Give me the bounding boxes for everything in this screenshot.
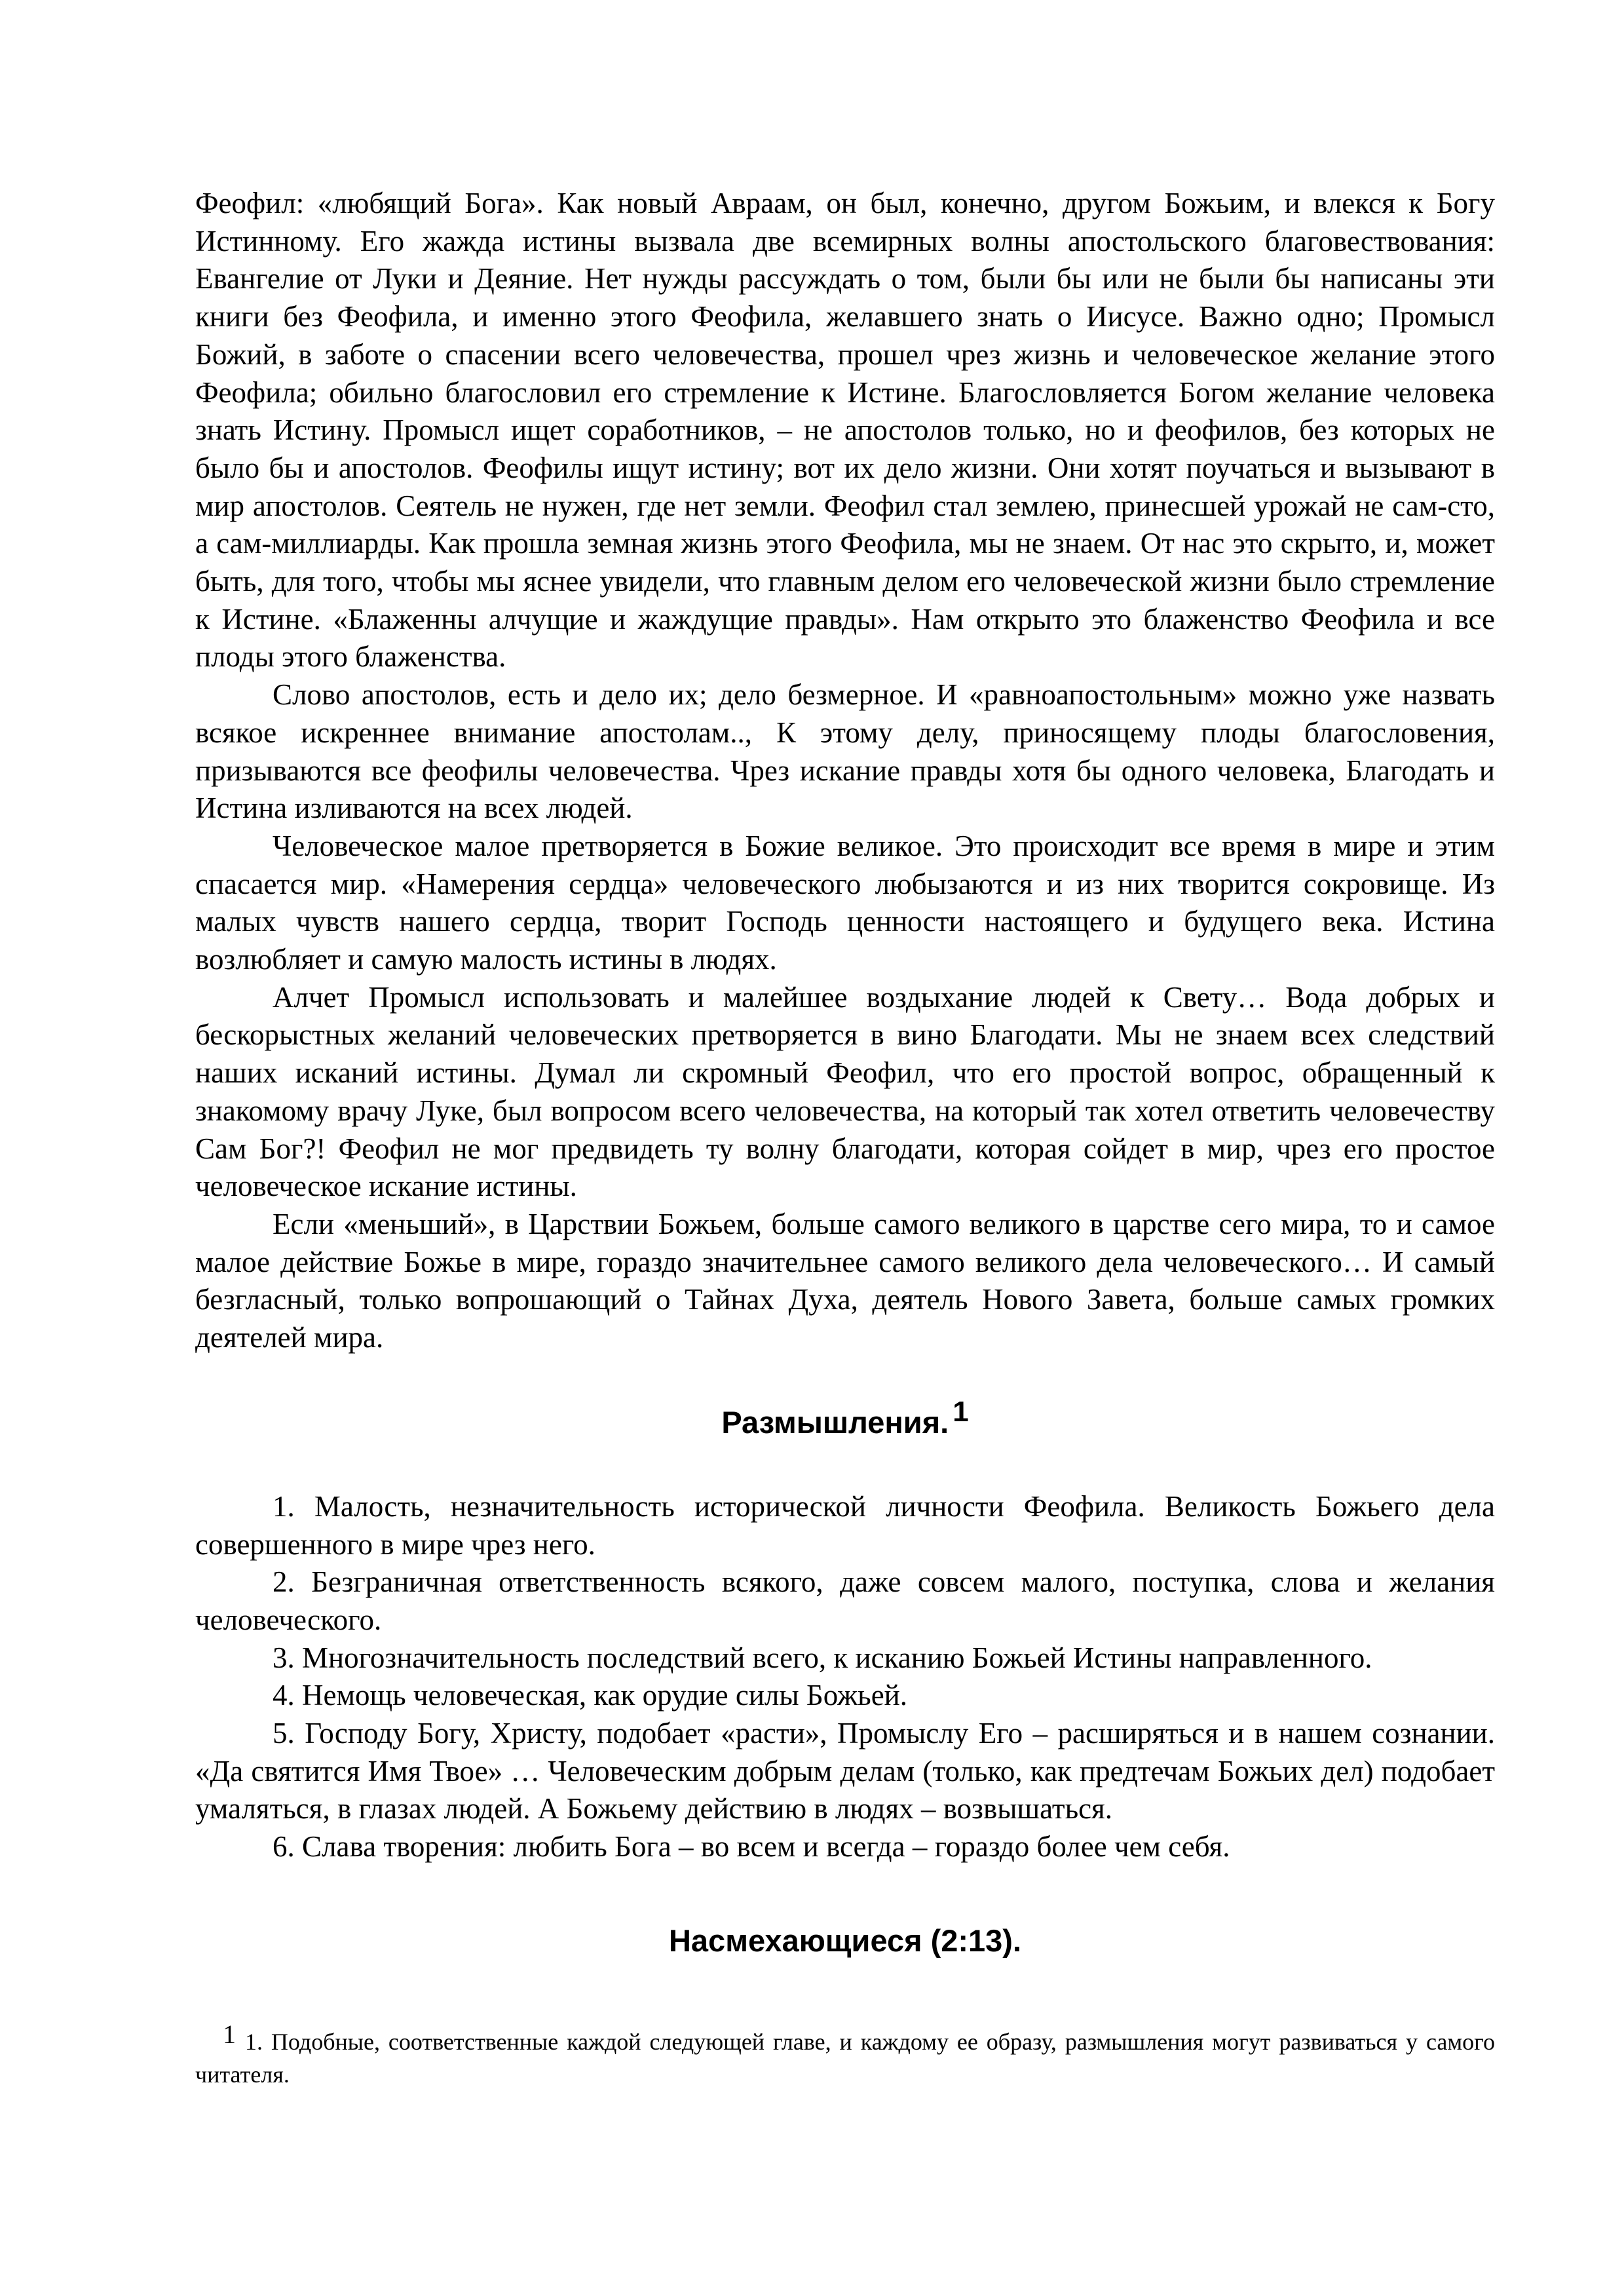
reflection-item-3: 3. Многозначительность последствий всего, к исканию Божьей Истины направленного. (273, 1641, 1372, 1674)
page-body (195, 185, 1495, 1961)
section-heading-reflections (195, 1395, 1495, 1444)
body-paragraph-2: Слово апостолов, есть и дело их; дело безмерное. И «равноапостольным» можно уже назвать всякое искреннее внимание апостолам.., К этому делу, приносящему плоды благословения, призываются все феофилы человечества. Чрез искание правды хотя бы одного человека, Благодать и Истина изливаются на всех людей. (195, 678, 1495, 825)
footnote (195, 2019, 1495, 2091)
reflection-item-2: 2. Безграничная ответственность всякого, даже совсем малого, поступка, слова и желания человеческого. (195, 1565, 1495, 1636)
footnote-reference[interactable]: 1 (953, 1395, 969, 1428)
body-paragraph-4: Алчет Промысл использовать и малейшее воздыхание людей к Свету… Вода добрых и бескорыстных желаний человеческих претворяется в вино Благодати. Мы не знаем всех следствий наших исканий истины. Думал ли скромный Феофил, что его простой вопрос, обращенный к знакомому врачу Луке, был вопросом всего человечества, на который так хотел ответить человечеству Сам Бог?! Феофил не мог предвидеть ту волну благодати, которая сойдет в мир, чрез его простое человеческое искание истины. (195, 980, 1495, 1203)
reflections-list (195, 1488, 1495, 1866)
section-heading-mockers: Насмехающиеся (2:13). (668, 1923, 1022, 1958)
reflection-item-4: 4. Немощь человеческая, как орудие силы Божьей. (273, 1679, 907, 1712)
reflection-item-1: 1. Малость, незначительность исторической личности Феофила. Великость Божьего дела совершенного в мире чрез него. (195, 1489, 1495, 1561)
footnote-mark: 1 (223, 2019, 236, 2049)
reflection-item-6: 6. Слава творения: любить Бога – во всем и всегда – гораздо более чем себя. (273, 1830, 1230, 1864)
body-paragraph-1: Феофил: «любящий Бога». Как новый Авраам, он был, конечно, другом Божьим, и влекся к Богу Истинному. Его жажда истины вызвала две всемирных волны апостольского благовествования: Евангелие от Луки и Деяние. Нет нужды рассуждать о том, были бы или не были бы написаны эти книги без Феофила, и именно этого Феофила, желавшего знать о Иисусе. Важно одно; Промысл Божий, в заботе о спасении всего человечества, прошел чрез жизнь и человеческое желание этого Феофила; обильно благословил его стремление к Истине. Благословляется Богом желание человека знать Истину. Промысл ищет соработников, – не апостолов только, но и феофилов, без которых не было бы и апостолов. Феофилы ищут истину; вот их дело жизни. Они хотят поучаться и вызывают в мир апостолов. Сеятель не нужен, где нет земли. Феофил стал землею, принесшей урожай не сам-сто, а сам-миллиарды. Как прошла земная жизнь этого Феофила, мы не знаем. От нас это скрыто, и, может быть, для того, чтобы мы яснее увидели, что главным делом его человеческой жизни было стремление к Истине. «Блаженны алчущие и жаждущие правды». Нам открыто это блаженство Феофила и все плоды этого блаженства. (195, 187, 1495, 674)
reflection-item-5: 5. Господу Богу, Христу, подобает «расти», Промыслу Его – расширяться и в нашем сознании. «Да святится Имя Твое» … Человеческим добрым делам (только, как предтечам Божьих дел) подобает умаляться, в глазах людей. А Божьему действию в людях – возвышаться. (195, 1717, 1495, 1826)
footnote-text: 1. Подобные, соответственные каждой следующей главе, и каждому ее образу, размышления могут развиваться у самого читателя. (195, 2029, 1495, 2088)
body-paragraph-5: Если «меньший», в Царствии Божьем, больше самого великого в царстве сего мира, то и самое малое действие Божье в мире, гораздо значительнее самого великого дела человеческого… И самый безгласный, только вопрошающий о Тайнах Духа, деятель Нового Завета, больше самых громких деятелей мира. (195, 1207, 1495, 1354)
body-paragraph-3: Человеческое малое претворяется в Божие великое. Это происходит все время в мире и этим спасается мир. «Намерения сердца» человеческого любызаются и из них творится сокровище. Из малых чувств нашего сердца, творит Господь ценности настоящего и будущего века. Истина возлюбляет и самую малость истины в людях. (195, 829, 1495, 976)
section-heading-text: Размышления. (721, 1404, 949, 1440)
